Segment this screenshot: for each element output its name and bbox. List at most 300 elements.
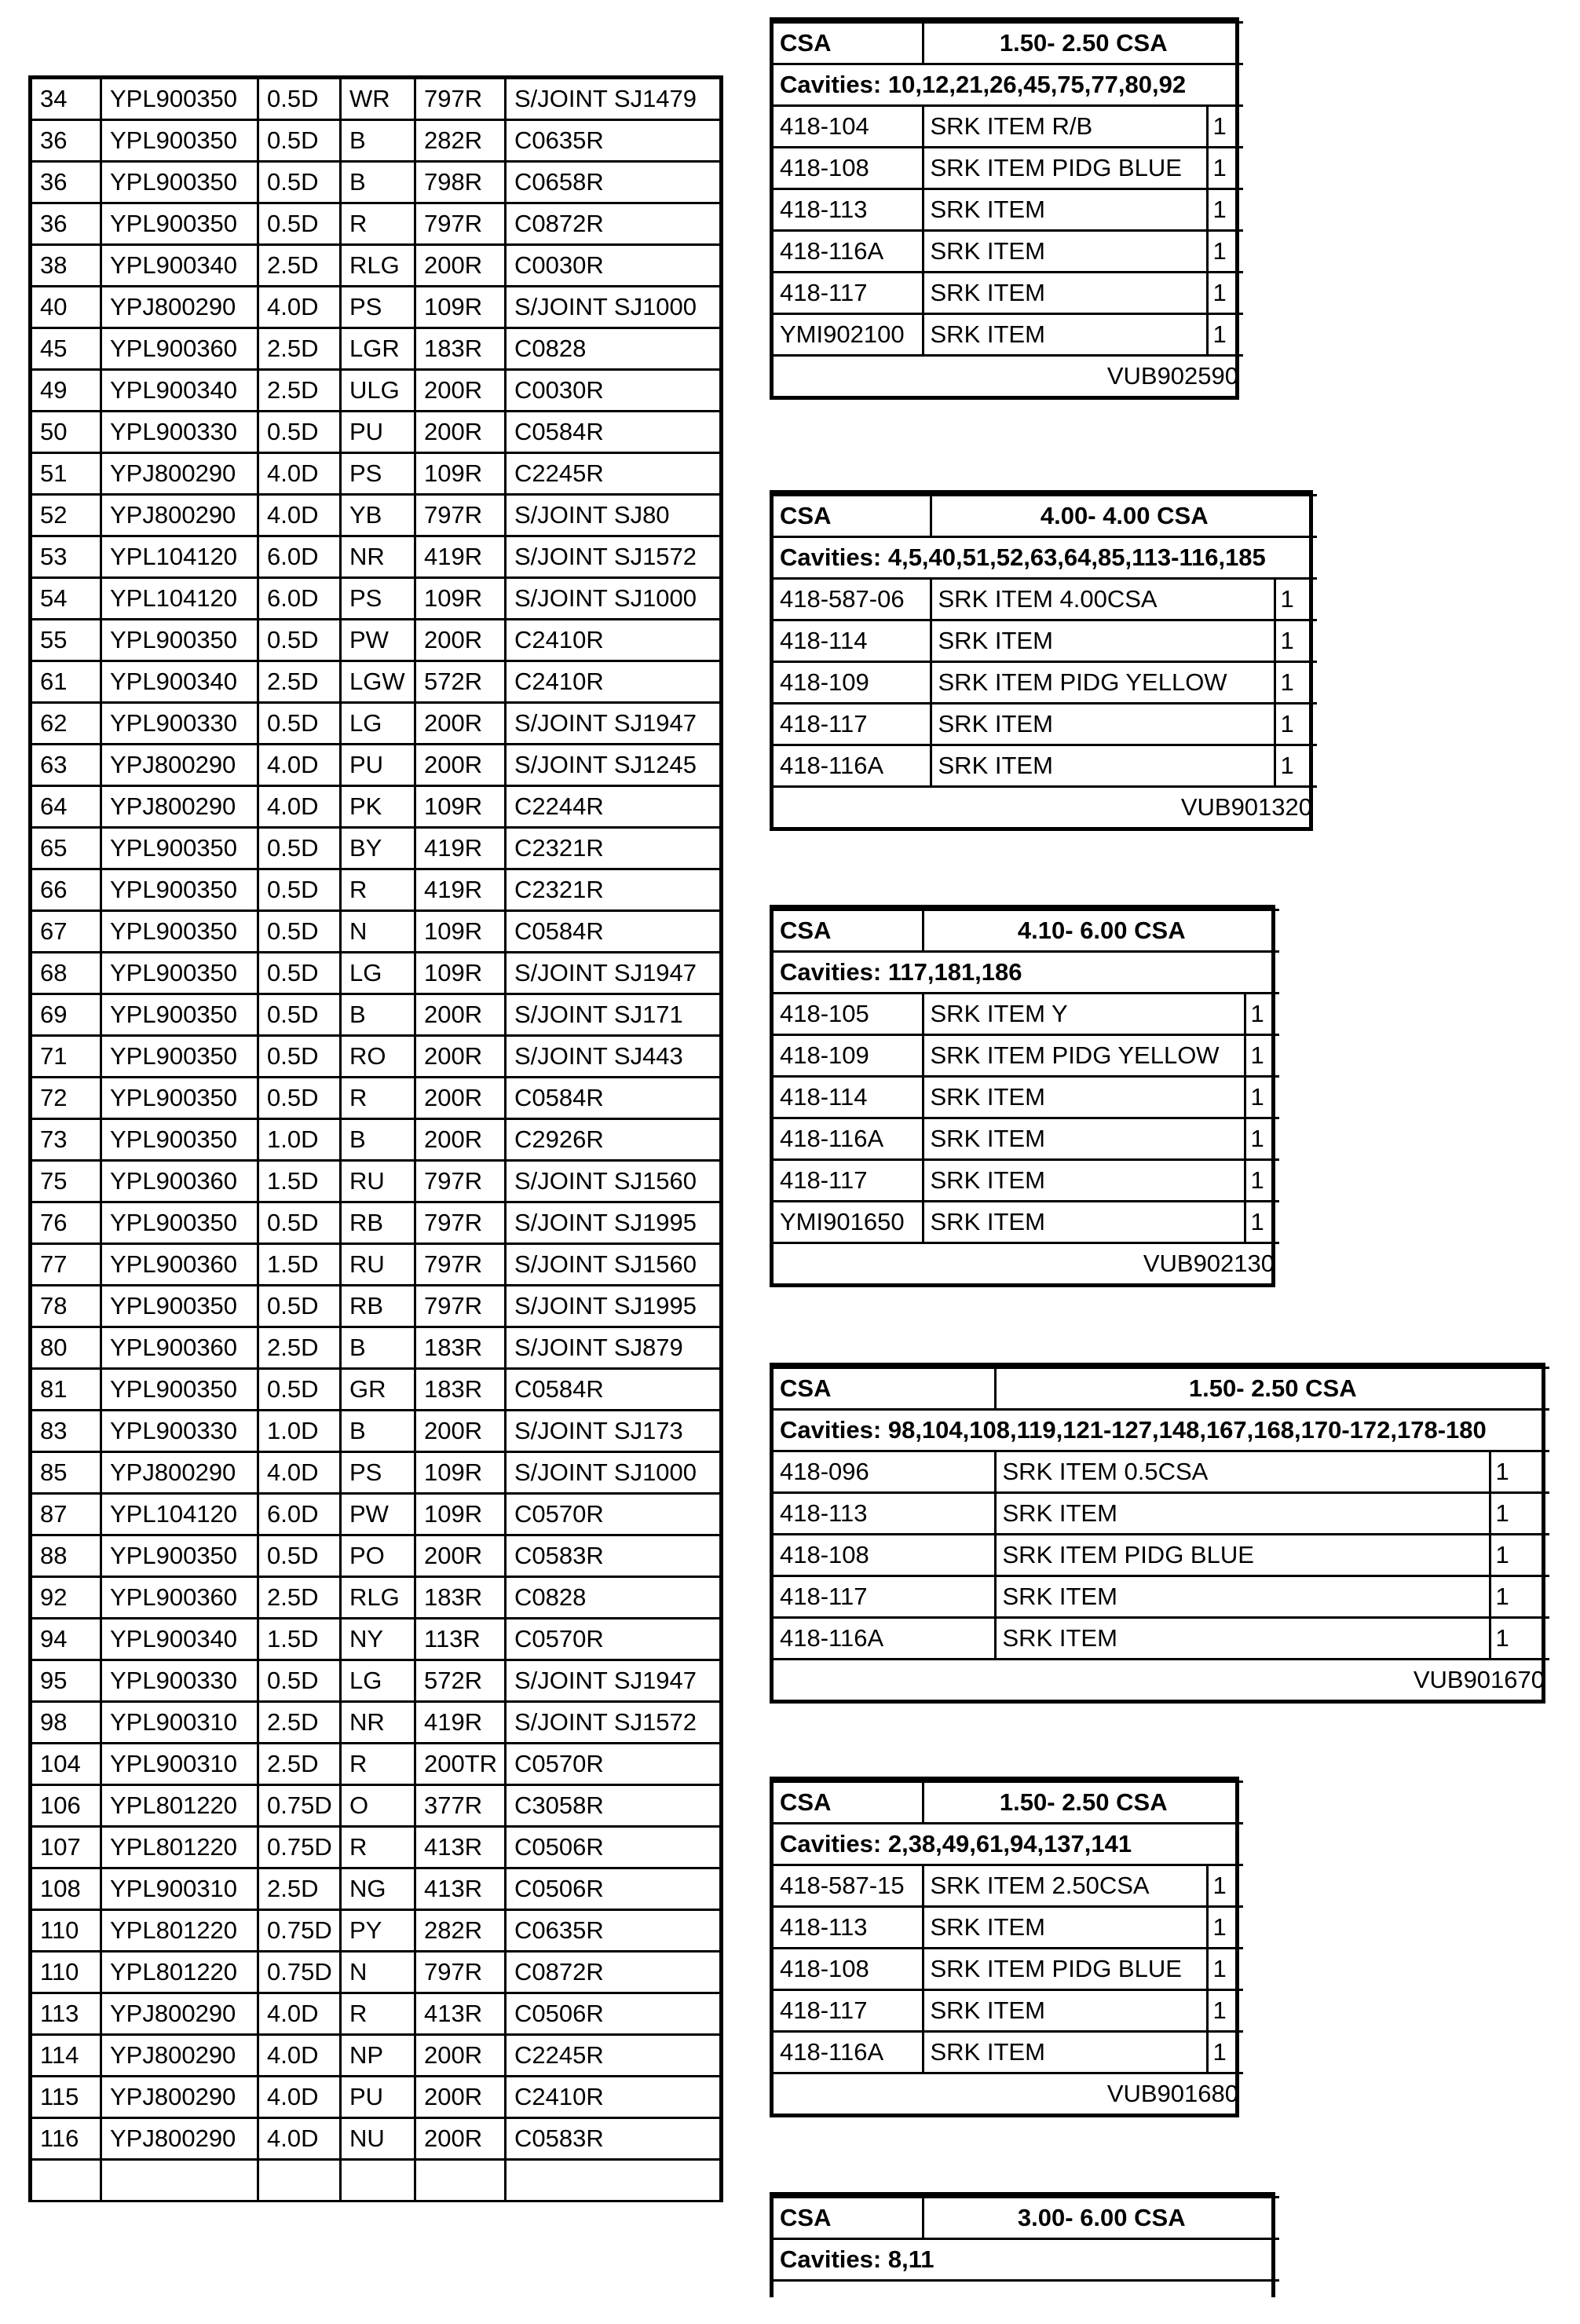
table-cell: C0635R	[506, 120, 722, 162]
table-cell: RO	[341, 1036, 415, 1078]
table-cell: 183R	[415, 328, 506, 370]
table-cell: LGR	[341, 328, 415, 370]
table-cell: 109R	[415, 1494, 506, 1535]
table-row	[31, 1202, 722, 1244]
csa-range: 1.50- 2.50 CSA	[995, 1368, 1549, 1410]
table-cell: 52	[31, 495, 101, 536]
table-cell: 78	[31, 1286, 101, 1327]
table-row	[31, 287, 722, 328]
table-cell: 200R	[415, 703, 506, 745]
table-cell: 61	[31, 661, 101, 703]
table-cell: YPL900350	[101, 869, 258, 911]
table-cell: YPL900350	[101, 620, 258, 661]
table-cell: C0584R	[506, 1078, 722, 1119]
table-cell: YPJ800290	[101, 745, 258, 786]
table-row	[31, 370, 722, 412]
table-row	[31, 1702, 722, 1744]
table-cell: R	[341, 869, 415, 911]
table-row	[31, 245, 722, 287]
item-description: SRK ITEM	[923, 2032, 1207, 2073]
table-cell: 200R	[415, 1411, 506, 1452]
item-description: SRK ITEM	[931, 704, 1275, 745]
item-description: SRK ITEM 2.50CSA	[923, 1865, 1207, 1907]
table-cell: 95	[31, 1660, 101, 1702]
table-cell: 0.75D	[258, 1952, 341, 1993]
item-quantity: 1	[1207, 1865, 1243, 1907]
table-cell: 0.5D	[258, 120, 341, 162]
item-quantity: 1	[1207, 2032, 1243, 2073]
table-row	[31, 1369, 722, 1411]
table-cell: 50	[31, 412, 101, 453]
part-number: 418-117	[774, 273, 923, 314]
table-cell: 110	[31, 1910, 101, 1952]
table-row	[31, 1577, 722, 1619]
table-cell: YPL900340	[101, 245, 258, 287]
table-cell: C0584R	[506, 412, 722, 453]
table-cell: 419R	[415, 828, 506, 869]
table-row	[31, 994, 722, 1036]
table-cell: 797R	[415, 1952, 506, 1993]
table-cell: RLG	[341, 245, 415, 287]
table-cell: 2.5D	[258, 328, 341, 370]
table-cell: YPL900350	[101, 1202, 258, 1244]
table-cell: 1.0D	[258, 1411, 341, 1452]
table-cell: 109R	[415, 453, 506, 495]
table-cell: YPL900360	[101, 328, 258, 370]
table-cell: 4.0D	[258, 2077, 341, 2118]
table-row	[31, 786, 722, 828]
item-description: SRK ITEM	[923, 273, 1207, 314]
table-row	[31, 661, 722, 703]
table-cell: YPL900350	[101, 953, 258, 994]
table-cell: PW	[341, 620, 415, 661]
table-cell: 38	[31, 245, 101, 287]
table-cell: 114	[31, 2035, 101, 2077]
part-number: 418-114	[774, 620, 931, 662]
table-cell: C2244R	[506, 786, 722, 828]
item-description: SRK ITEM	[923, 1160, 1245, 1202]
table-cell: C2321R	[506, 828, 722, 869]
table-cell: YPL900350	[101, 911, 258, 953]
table-cell: 4.0D	[258, 745, 341, 786]
table-cell: 51	[31, 453, 101, 495]
item-quantity: 1	[1245, 1160, 1279, 1202]
item-description: SRK ITEM	[923, 1907, 1207, 1949]
table-cell: N	[341, 911, 415, 953]
table-cell: 76	[31, 1202, 101, 1244]
csa-cut-row	[774, 2281, 1279, 2298]
table-row	[31, 2077, 722, 2118]
table-cell: 200R	[415, 1535, 506, 1577]
table-row	[31, 1952, 722, 1993]
part-number: 418-096	[774, 1451, 995, 1493]
table-cell: C0658R	[506, 162, 722, 203]
csa-item-row	[774, 1493, 1549, 1535]
part-number: 418-117	[774, 1576, 995, 1618]
table-row	[31, 453, 722, 495]
table-cell	[258, 2160, 341, 2201]
table-cell: 797R	[415, 495, 506, 536]
table-cell: YPL900340	[101, 1619, 258, 1660]
table-cell: 377R	[415, 1785, 506, 1827]
table-cell: 2.5D	[258, 1327, 341, 1369]
table-cell: 77	[31, 1244, 101, 1286]
table-row	[31, 1619, 722, 1660]
csa-range: 4.10- 6.00 CSA	[923, 910, 1279, 952]
table-cell: 0.5D	[258, 162, 341, 203]
table-cell: 0.5D	[258, 703, 341, 745]
item-quantity: 1	[1275, 620, 1317, 662]
table-cell: YPL104120	[101, 1494, 258, 1535]
csa-label: CSA	[774, 1782, 923, 1824]
csa-header	[774, 23, 1243, 64]
item-description: SRK ITEM	[995, 1493, 1490, 1535]
table-cell: 797R	[415, 1161, 506, 1202]
table-cell: 63	[31, 745, 101, 786]
table-cell: 0.5D	[258, 911, 341, 953]
table-row	[31, 1411, 722, 1452]
table-cell: 40	[31, 287, 101, 328]
table-cell: LG	[341, 703, 415, 745]
table-row	[31, 1494, 722, 1535]
table-cell: C2410R	[506, 2077, 722, 2118]
part-number: 418-117	[774, 1990, 923, 2032]
table-row	[31, 911, 722, 953]
table-cell: 94	[31, 1619, 101, 1660]
table-cell: 2.5D	[258, 661, 341, 703]
table-cell: PU	[341, 412, 415, 453]
table-cell: 0.5D	[258, 412, 341, 453]
table-cell: 6.0D	[258, 578, 341, 620]
table-cell: WR	[341, 78, 415, 120]
table-cell: YPL900350	[101, 162, 258, 203]
table-cell: 85	[31, 1452, 101, 1494]
table-cell: 45	[31, 328, 101, 370]
cavities-list: Cavities: 117,181,186	[774, 952, 1279, 994]
part-number: 418-587-15	[774, 1865, 923, 1907]
table-cell: S/JOINT SJ879	[506, 1327, 722, 1369]
item-quantity: 1	[1245, 1118, 1279, 1160]
table-cell: 36	[31, 120, 101, 162]
table-cell: 53	[31, 536, 101, 578]
table-cell: 80	[31, 1327, 101, 1369]
table-cell: 0.5D	[258, 953, 341, 994]
table-cell: 1.5D	[258, 1161, 341, 1202]
csa-range: 4.00- 4.00 CSA	[931, 496, 1317, 537]
table-row	[31, 1161, 722, 1202]
table-cell: C2245R	[506, 2035, 722, 2077]
table-cell: S/JOINT SJ1000	[506, 287, 722, 328]
table-cell: YPJ800290	[101, 786, 258, 828]
table-row	[31, 1078, 722, 1119]
table-row	[31, 412, 722, 453]
table-cell	[31, 2160, 101, 2201]
table-cell: YPL900350	[101, 1119, 258, 1161]
table-cell: NP	[341, 2035, 415, 2077]
csa-box	[770, 905, 1275, 1287]
table-cell: C2321R	[506, 869, 722, 911]
csa-header	[774, 496, 1317, 537]
table-cell: R	[341, 1993, 415, 2035]
table-cell: S/JOINT SJ1560	[506, 1161, 722, 1202]
table-cell: LG	[341, 1660, 415, 1702]
table-row	[31, 1452, 722, 1494]
item-description: SRK ITEM 0.5CSA	[995, 1451, 1490, 1493]
table-row	[31, 1910, 722, 1952]
table-cell: C0872R	[506, 203, 722, 245]
table-cell: 4.0D	[258, 2118, 341, 2160]
table-cell: 36	[31, 203, 101, 245]
csa-item-row	[774, 620, 1317, 662]
csa-label: CSA	[774, 1368, 995, 1410]
table-cell: YPJ800290	[101, 287, 258, 328]
table-row	[31, 120, 722, 162]
table-cell: 413R	[415, 1827, 506, 1868]
item-quantity: 1	[1207, 1990, 1243, 2032]
table-cell: 0.5D	[258, 78, 341, 120]
table-cell: YPL900350	[101, 1286, 258, 1327]
table-cell: 55	[31, 620, 101, 661]
table-cell: PS	[341, 287, 415, 328]
table-cell: 413R	[415, 1993, 506, 2035]
table-row	[31, 203, 722, 245]
csa-item-row	[774, 1077, 1279, 1118]
csa-item-row	[774, 2032, 1243, 2073]
table-cell: S/JOINT SJ1995	[506, 1202, 722, 1244]
csa-item-row	[774, 662, 1317, 704]
table-cell: RU	[341, 1244, 415, 1286]
table-cell: 2.5D	[258, 1868, 341, 1910]
table-cell: YPL900330	[101, 1660, 258, 1702]
table-cell: 282R	[415, 1910, 506, 1952]
table-cell: 72	[31, 1078, 101, 1119]
table-cell: R	[341, 203, 415, 245]
table-cell: C0583R	[506, 1535, 722, 1577]
table-cell: YPL801220	[101, 1827, 258, 1868]
table-cell: 0.5D	[258, 994, 341, 1036]
csa-item-row	[774, 1035, 1279, 1077]
csa-item-row	[774, 1451, 1549, 1493]
item-description: SRK ITEM PIDG BLUE	[923, 1949, 1207, 1990]
table-cell: S/JOINT SJ1947	[506, 953, 722, 994]
table-cell: S/JOINT SJ1947	[506, 703, 722, 745]
part-number: 418-587-06	[774, 579, 931, 620]
csa-item-row	[774, 1618, 1549, 1660]
table-cell: 200R	[415, 1036, 506, 1078]
part-number: 418-113	[774, 189, 923, 231]
table-cell: 108	[31, 1868, 101, 1910]
table-cell: PS	[341, 578, 415, 620]
table-cell: RB	[341, 1202, 415, 1244]
table-cell: 0.5D	[258, 203, 341, 245]
table-cell: 200R	[415, 994, 506, 1036]
table-cell	[506, 2160, 722, 2201]
table-cell: YPL900350	[101, 1369, 258, 1411]
table-cell: B	[341, 1119, 415, 1161]
csa-footer-code: VUB902590	[774, 356, 1243, 397]
table-cell: 419R	[415, 869, 506, 911]
table-cell: 109R	[415, 786, 506, 828]
part-number: 418-108	[774, 1535, 995, 1576]
table-cell: PK	[341, 786, 415, 828]
item-description: SRK ITEM	[923, 231, 1207, 273]
table-cell: YPL801220	[101, 1952, 258, 1993]
table-cell: 36	[31, 162, 101, 203]
item-description: SRK ITEM	[995, 1618, 1490, 1660]
item-quantity: 1	[1490, 1493, 1549, 1535]
table-cell: YPL900350	[101, 1078, 258, 1119]
table-cell: NU	[341, 2118, 415, 2160]
table-cell: YPL104120	[101, 536, 258, 578]
table-row	[31, 578, 722, 620]
table-cell: NR	[341, 1702, 415, 1744]
csa-item-row	[774, 704, 1317, 745]
table-row	[31, 1286, 722, 1327]
table-row	[31, 1827, 722, 1868]
table-cell: PY	[341, 1910, 415, 1952]
table-cell: YPL900310	[101, 1702, 258, 1744]
table-cell: S/JOINT SJ80	[506, 495, 722, 536]
cavities-list: Cavities: 4,5,40,51,52,63,64,85,113-116,185	[774, 537, 1317, 579]
table-cell: 200TR	[415, 1744, 506, 1785]
csa-header	[774, 910, 1279, 952]
table-cell: PO	[341, 1535, 415, 1577]
table-row	[31, 620, 722, 661]
item-quantity: 1	[1490, 1451, 1549, 1493]
table-row	[31, 1244, 722, 1286]
part-number: 418-116A	[774, 1618, 995, 1660]
table-cell: 797R	[415, 78, 506, 120]
item-quantity: 1	[1490, 1618, 1549, 1660]
csa-item-row	[774, 579, 1317, 620]
table-cell: YPL801220	[101, 1910, 258, 1952]
table-cell: C2926R	[506, 1119, 722, 1161]
table-cell: 87	[31, 1494, 101, 1535]
table-row	[31, 162, 722, 203]
table-row	[31, 703, 722, 745]
table-cell: RU	[341, 1161, 415, 1202]
table-cell: S/JOINT SJ171	[506, 994, 722, 1036]
table-cell: 0.5D	[258, 869, 341, 911]
item-quantity: 1	[1207, 1907, 1243, 1949]
item-quantity: 1	[1275, 579, 1317, 620]
table-cell: 1.5D	[258, 1244, 341, 1286]
cavities-list: Cavities: 10,12,21,26,45,75,77,80,92	[774, 64, 1243, 106]
table-cell: 4.0D	[258, 1452, 341, 1494]
table-cell: C0828	[506, 1577, 722, 1619]
table-cell: YPL801220	[101, 1785, 258, 1827]
table-cell: 115	[31, 2077, 101, 2118]
csa-item-row	[774, 745, 1317, 787]
table-cell	[101, 2160, 258, 2201]
part-number: 418-114	[774, 1077, 923, 1118]
table-cell: 200R	[415, 1119, 506, 1161]
table-cell: C0584R	[506, 911, 722, 953]
table-cell: YPL900350	[101, 203, 258, 245]
table-cell: 92	[31, 1577, 101, 1619]
table-cell: 0.5D	[258, 1078, 341, 1119]
table-cell: YPL900360	[101, 1161, 258, 1202]
table-cell: 0.5D	[258, 1286, 341, 1327]
table-cell: 65	[31, 828, 101, 869]
table-cell: 71	[31, 1036, 101, 1078]
table-cell: 66	[31, 869, 101, 911]
csa-label: CSA	[774, 910, 923, 952]
table-cell: S/JOINT SJ1000	[506, 1452, 722, 1494]
table-row	[31, 745, 722, 786]
cavities-list: Cavities: 2,38,49,61,94,137,141	[774, 1824, 1243, 1865]
part-number: YMI902100	[774, 314, 923, 356]
table-cell: B	[341, 994, 415, 1036]
table-cell: 0.5D	[258, 1660, 341, 1702]
table-cell: S/JOINT SJ1479	[506, 78, 722, 120]
table-cell: C0570R	[506, 1744, 722, 1785]
csa-item-row	[774, 273, 1243, 314]
table-cell: 2.5D	[258, 245, 341, 287]
csa-item-row	[774, 1160, 1279, 1202]
table-cell: YPL900360	[101, 1244, 258, 1286]
table-cell: 109R	[415, 287, 506, 328]
table-cell: 200R	[415, 620, 506, 661]
table-cell: C2245R	[506, 453, 722, 495]
table-cell: 797R	[415, 1202, 506, 1244]
table-cell: 572R	[415, 1660, 506, 1702]
table-cell: 2.5D	[258, 1577, 341, 1619]
table-cell: YPL900350	[101, 1535, 258, 1577]
table-cell: YB	[341, 495, 415, 536]
table-cell: YPL900330	[101, 412, 258, 453]
table-cell: C0030R	[506, 245, 722, 287]
table-row	[31, 1744, 722, 1785]
table-cell: YPL900310	[101, 1868, 258, 1910]
csa-footer-code: VUB901680	[774, 2073, 1243, 2114]
part-number: 418-108	[774, 1949, 923, 1990]
table-cell: 200R	[415, 745, 506, 786]
table-cell: NG	[341, 1868, 415, 1910]
item-description: SRK ITEM	[923, 1990, 1207, 2032]
table-cell: ULG	[341, 370, 415, 412]
csa-label: CSA	[774, 23, 923, 64]
table-cell: YPL900360	[101, 1327, 258, 1369]
item-quantity: 1	[1207, 231, 1243, 273]
csa-item-row	[774, 148, 1243, 189]
table-cell: N	[341, 1952, 415, 1993]
part-number: 418-109	[774, 662, 931, 704]
part-number: 418-104	[774, 106, 923, 148]
table-cell: 34	[31, 78, 101, 120]
table-cell: RLG	[341, 1577, 415, 1619]
item-quantity: 1	[1245, 994, 1279, 1035]
table-row	[31, 1036, 722, 1078]
table-cell: C2410R	[506, 661, 722, 703]
item-description: SRK ITEM	[923, 189, 1207, 231]
item-description: SRK ITEM	[923, 314, 1207, 356]
item-description: SRK ITEM PIDG BLUE	[923, 148, 1207, 189]
item-description: SRK ITEM PIDG YELLOW	[923, 1035, 1245, 1077]
item-description: SRK ITEM	[923, 1077, 1245, 1118]
part-number: YMI901650	[774, 1202, 923, 1243]
table-cell: S/JOINT SJ1000	[506, 578, 722, 620]
table-cell: 75	[31, 1161, 101, 1202]
item-quantity: 1	[1275, 704, 1317, 745]
table-cell: S/JOINT SJ443	[506, 1036, 722, 1078]
table-cell: B	[341, 1327, 415, 1369]
item-quantity: 1	[1207, 314, 1243, 356]
table-cell: 109R	[415, 953, 506, 994]
table-cell: YPJ800290	[101, 2118, 258, 2160]
table-cell: C0872R	[506, 1952, 722, 1993]
table-cell: 0.75D	[258, 1910, 341, 1952]
